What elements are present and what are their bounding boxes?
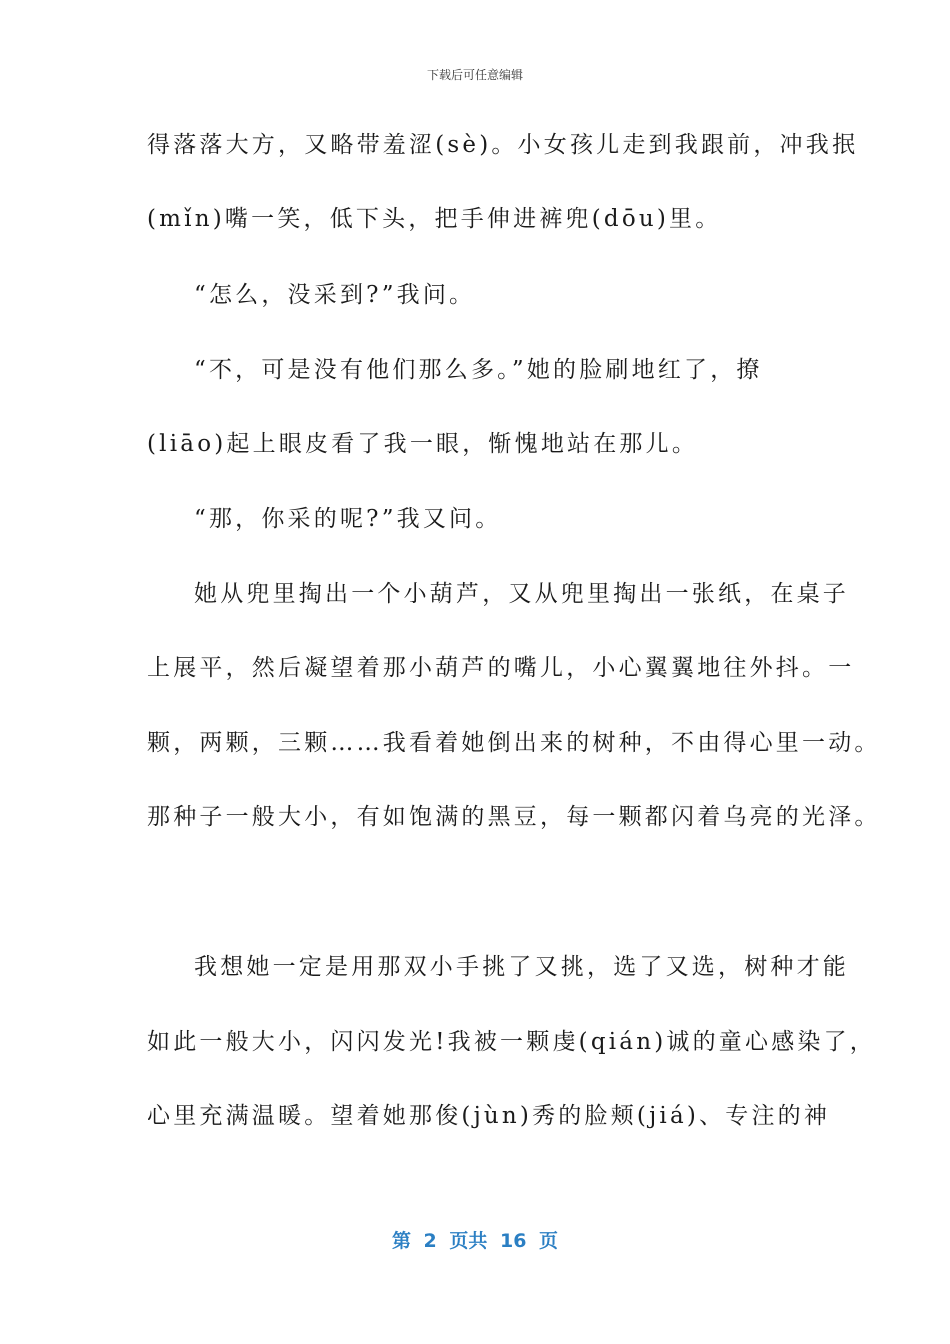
text-line: “那，你采的呢?”我又问。 — [194, 506, 502, 532]
text-line: (mǐn)嘴一笑，低下头，把手伸进裤兜(dōu)里。 — [147, 206, 722, 232]
text-line: 得落落大方，又略带羞涩(sè)。小女孩儿走到我跟前，冲我抿 — [147, 132, 859, 158]
page-header: 下载后可任意编辑 — [426, 68, 523, 82]
text-line: 心里充满温暖。望着她那俊(jùn)秀的脸颊(jiá)、专注的神 — [147, 1103, 831, 1129]
text-line: 上展平，然后凝望着那小葫芦的嘴儿，小心翼翼地往外抖。一 — [147, 655, 855, 681]
text-line: “不，可是没有他们那么多。”她的脸刷地红了，撩 — [194, 357, 763, 383]
text-line: “怎么，没采到?”我问。 — [194, 282, 476, 308]
text-line: 我想她一定是用那双小手挑了又挑，选了又选，树种才能 — [194, 954, 849, 980]
text-line: 那种子一般大小，有如饱满的黑豆，每一颗都闪着乌亮的光泽。 — [147, 804, 881, 830]
text-line: 如此一般大小，闪闪发光!我被一颗虔(qián)诚的童心感染了， — [147, 1029, 876, 1055]
text-line: 颗，两颗，三颗……我看着她倒出来的树种，不由得心里一动。 — [147, 730, 881, 756]
page-number: 第 2 页共 16 页 — [391, 1230, 559, 1252]
text-line: (liāo)起上眼皮看了我一眼，惭愧地站在那儿。 — [147, 431, 699, 457]
text-line: 她从兜里掏出一个小葫芦，又从兜里掏出一张纸，在桌子 — [194, 581, 849, 607]
